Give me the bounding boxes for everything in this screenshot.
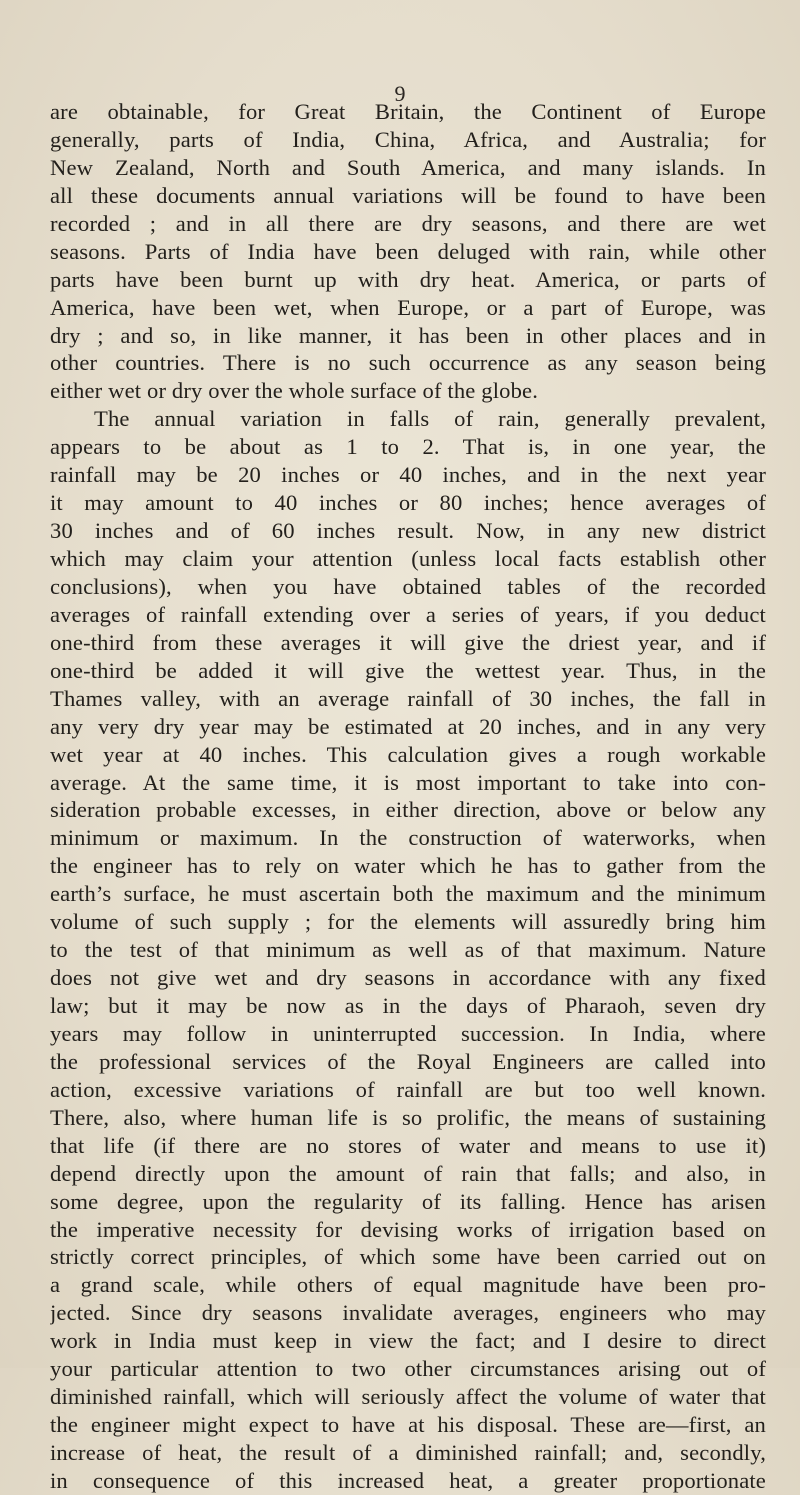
- text-line: some degree, upon the regularity of its falling. Hence has arisen: [50, 1188, 766, 1214]
- text-line: increase of heat, the result of a diminished rainfall; and, secondly,: [50, 1440, 766, 1465]
- text-line: parts have been burnt up with dry heat. America, or parts of: [50, 266, 766, 292]
- text-line: conclusions), when you have obtained tables of the recorded: [50, 573, 766, 599]
- text-line: depend directly upon the amount of rain that falls; and also, in: [50, 1160, 766, 1186]
- text-line: sideration probable excesses, in either direction, above or below any: [50, 797, 766, 823]
- text-line: your particular attention to two other circumstances arising out of: [50, 1356, 766, 1382]
- text-line: one-third be added it will give the wettest year. Thus, in the: [50, 657, 766, 683]
- text-line: the engineer has to rely on water which he has to gather from the: [50, 853, 766, 879]
- text-line: other countries. There is no such occurrence as any season being: [50, 350, 766, 376]
- text-line: appears to be about as 1 to 2. That is, in one year, the: [50, 434, 766, 460]
- text-line: action, excessive variations of rainfall are but too well known.: [50, 1076, 766, 1102]
- text-line: recorded ; and in all there are dry seasons, and there are wet: [50, 210, 766, 236]
- text-line: to the test of that minimum as well as of that maximum. Nature: [50, 937, 766, 963]
- text-line: jected. Since dry seasons invalidate averages, engineers who may: [50, 1300, 766, 1326]
- text-line: does not give wet and dry seasons in accordance with any fixed: [50, 965, 766, 991]
- text-line: average. At the same time, it is most important to take into con-: [50, 769, 766, 795]
- text-line: volume of such supply ; for the elements will assuredly bring him: [50, 909, 766, 935]
- text-line: dry ; and so, in like manner, it has been in other places and in: [50, 322, 766, 348]
- text-line: 30 inches and of 60 inches result. Now, in any new district: [50, 518, 766, 544]
- text-line: seasons. Parts of India have been deluged with rain, while other: [50, 238, 766, 264]
- text-line: that life (if there are no stores of water and means to use it): [50, 1132, 766, 1158]
- text-line: rainfall may be 20 inches or 40 inches, and in the next year: [50, 462, 766, 488]
- text-line: There, also, where human life is so prolific, the means of sustaining: [50, 1104, 766, 1130]
- text-line: a grand scale, while others of equal magnitude have been pro-: [50, 1272, 766, 1298]
- page-number: 9: [394, 81, 406, 106]
- text-line: are obtainable, for Great Britain, the Continent of Europe: [50, 99, 766, 124]
- text-line: New Zealand, North and South America, and many islands. In: [50, 154, 766, 180]
- text-line: any very dry year may be estimated at 20 inches, and in any very: [50, 713, 766, 739]
- text-line: all these documents annual variations will be found to have been: [50, 182, 766, 208]
- text-line: diminished rainfall, which will seriously affect the volume of water that: [50, 1384, 766, 1410]
- text-line: years may follow in uninterrupted succession. In India, where: [50, 1020, 766, 1046]
- text-line: generally, parts of India, China, Africa, and Australia; for: [50, 126, 766, 152]
- text-line: averages of rainfall extending over a series of years, if you deduct: [50, 601, 766, 627]
- text-line: minimum or maximum. In the construction of waterworks, when: [50, 825, 766, 851]
- text-line: law; but it may be now as in the days of Pharaoh, seven dry: [50, 993, 766, 1018]
- text-line: either wet or dry over the whole surface of the globe.: [50, 378, 539, 404]
- text-line: the engineer might expect to have at his disposal. These are—first, an: [50, 1412, 766, 1438]
- text-line: one-third from these averages it will give the driest year, and if: [50, 629, 766, 655]
- text-line: wet year at 40 inches. This calculation gives a rough workable: [50, 741, 766, 767]
- text-line: The annual variation in falls of rain, generally prevalent,: [94, 406, 766, 432]
- text-line: strictly correct principles, of which some have been carried out on: [50, 1244, 766, 1270]
- text-line: it may amount to 40 inches or 80 inches; hence averages of: [50, 490, 766, 516]
- body-text: [50, 98, 766, 1495]
- text-line: the professional services of the Royal Engineers are called into: [50, 1048, 766, 1074]
- text-line: Thames valley, with an average rainfall of 30 inches, the fall in: [50, 685, 766, 711]
- text-line: earth’s surface, he must ascertain both the maximum and the minimum: [50, 881, 766, 907]
- text-line: America, have been wet, when Europe, or a part of Europe, was: [50, 294, 766, 320]
- text-line: which may claim your attention (unless local facts establish other: [50, 546, 766, 571]
- text-line: the imperative necessity for devising works of irrigation based on: [50, 1216, 766, 1242]
- text-line: work in India must keep in view the fact; and I desire to direct: [50, 1328, 766, 1354]
- text-line: in consequence of this increased heat, a greater proportionate: [50, 1467, 766, 1493]
